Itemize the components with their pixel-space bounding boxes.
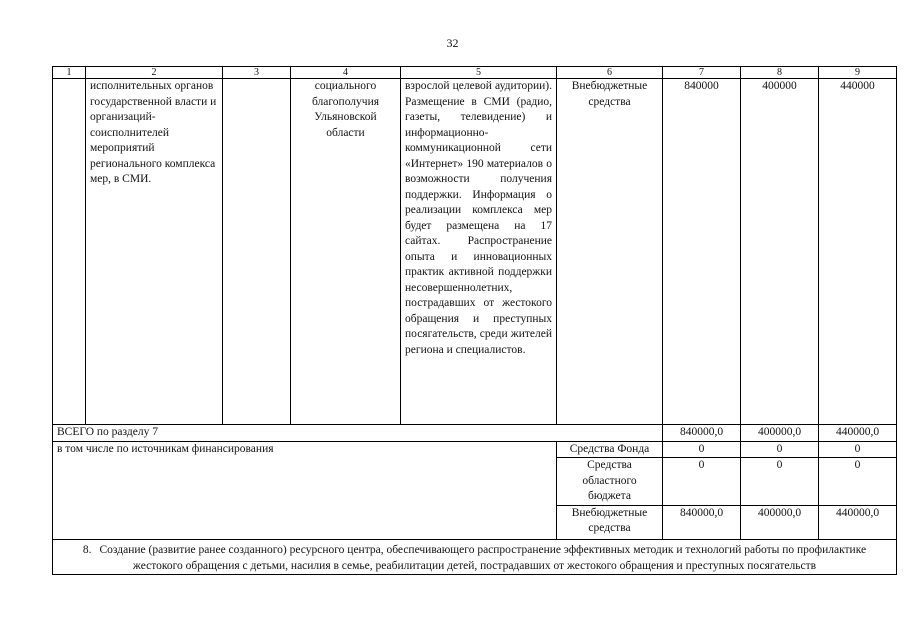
total-v9: 440000,0 (819, 425, 897, 442)
source-name: Средства Фонда (557, 441, 663, 458)
section-number: 8. (82, 543, 92, 556)
col-number-2: 2 (86, 67, 223, 79)
section-title: Создание (развитие ранее созданного) ресурсного центра, обеспечивающего распространение эффективных методик и технологий работы по профилактике жестокого обращения с детьми, насилия в семье, реабилитации детей, пострадавших от жестокого обращения и преступных посягательств (99, 543, 867, 572)
source-name: Средства областного бюджета (557, 458, 663, 506)
source-v9: 0 (819, 441, 897, 458)
cell-col4: социального благополучия Ульяновской области (291, 79, 401, 425)
cell-col9: 440000 (819, 79, 897, 425)
column-number-row (53, 67, 897, 79)
col-number-7: 7 (663, 67, 741, 79)
col-number-9: 9 (819, 67, 897, 79)
total-row (53, 425, 897, 442)
measure-row (53, 79, 897, 425)
budget-table (52, 66, 897, 575)
cell-col7: 840000 (663, 79, 741, 425)
col-number-5: 5 (401, 67, 557, 79)
col-number-3: 3 (223, 67, 291, 79)
source-v9: 440000,0 (819, 505, 897, 539)
source-v8: 0 (741, 441, 819, 458)
cell-col3 (223, 79, 291, 425)
source-v7: 0 (663, 458, 741, 506)
cell-col6: Внебюджетные средства (557, 79, 663, 425)
cell-col2: исполнительных органов государственной власти и организаций-соисполнителей мероприятий регионального комплекса мер, в СМИ. (86, 79, 223, 425)
cell-col1 (53, 79, 86, 425)
source-v8: 0 (741, 458, 819, 506)
sources-label: в том числе по источникам финансирования (53, 441, 557, 539)
source-name: Внебюджетные средства (557, 505, 663, 539)
source-v9: 0 (819, 458, 897, 506)
section-8-row (53, 539, 897, 574)
total-v7: 840000,0 (663, 425, 741, 442)
source-row (53, 441, 897, 458)
section-8-heading (53, 539, 897, 574)
source-v7: 840000,0 (663, 505, 741, 539)
cell-col8: 400000 (741, 79, 819, 425)
total-label: ВСЕГО по разделу 7 (53, 425, 663, 442)
cell-col5: взрослой целевой аудитории). Размещение в СМИ (радио, газеты, телевидение) и информационно-коммуникационной сети «Интернет» 190 материалов о возможности получения поддержки. Информация о реализации комплекса мер будет размещена на 17 сайтах. Распространение опыта и инновационных практик активной поддержки несовершеннолетних, пострадавших от жестокого обращения и преступных посягательств, среди жителей региона и специалистов. (401, 79, 557, 425)
col-number-8: 8 (741, 67, 819, 79)
col-number-6: 6 (557, 67, 663, 79)
source-v7: 0 (663, 441, 741, 458)
col-number-4: 4 (291, 67, 401, 79)
total-v8: 400000,0 (741, 425, 819, 442)
source-v8: 400000,0 (741, 505, 819, 539)
col-number-1: 1 (53, 67, 86, 79)
page-number: 32 (446, 36, 459, 50)
